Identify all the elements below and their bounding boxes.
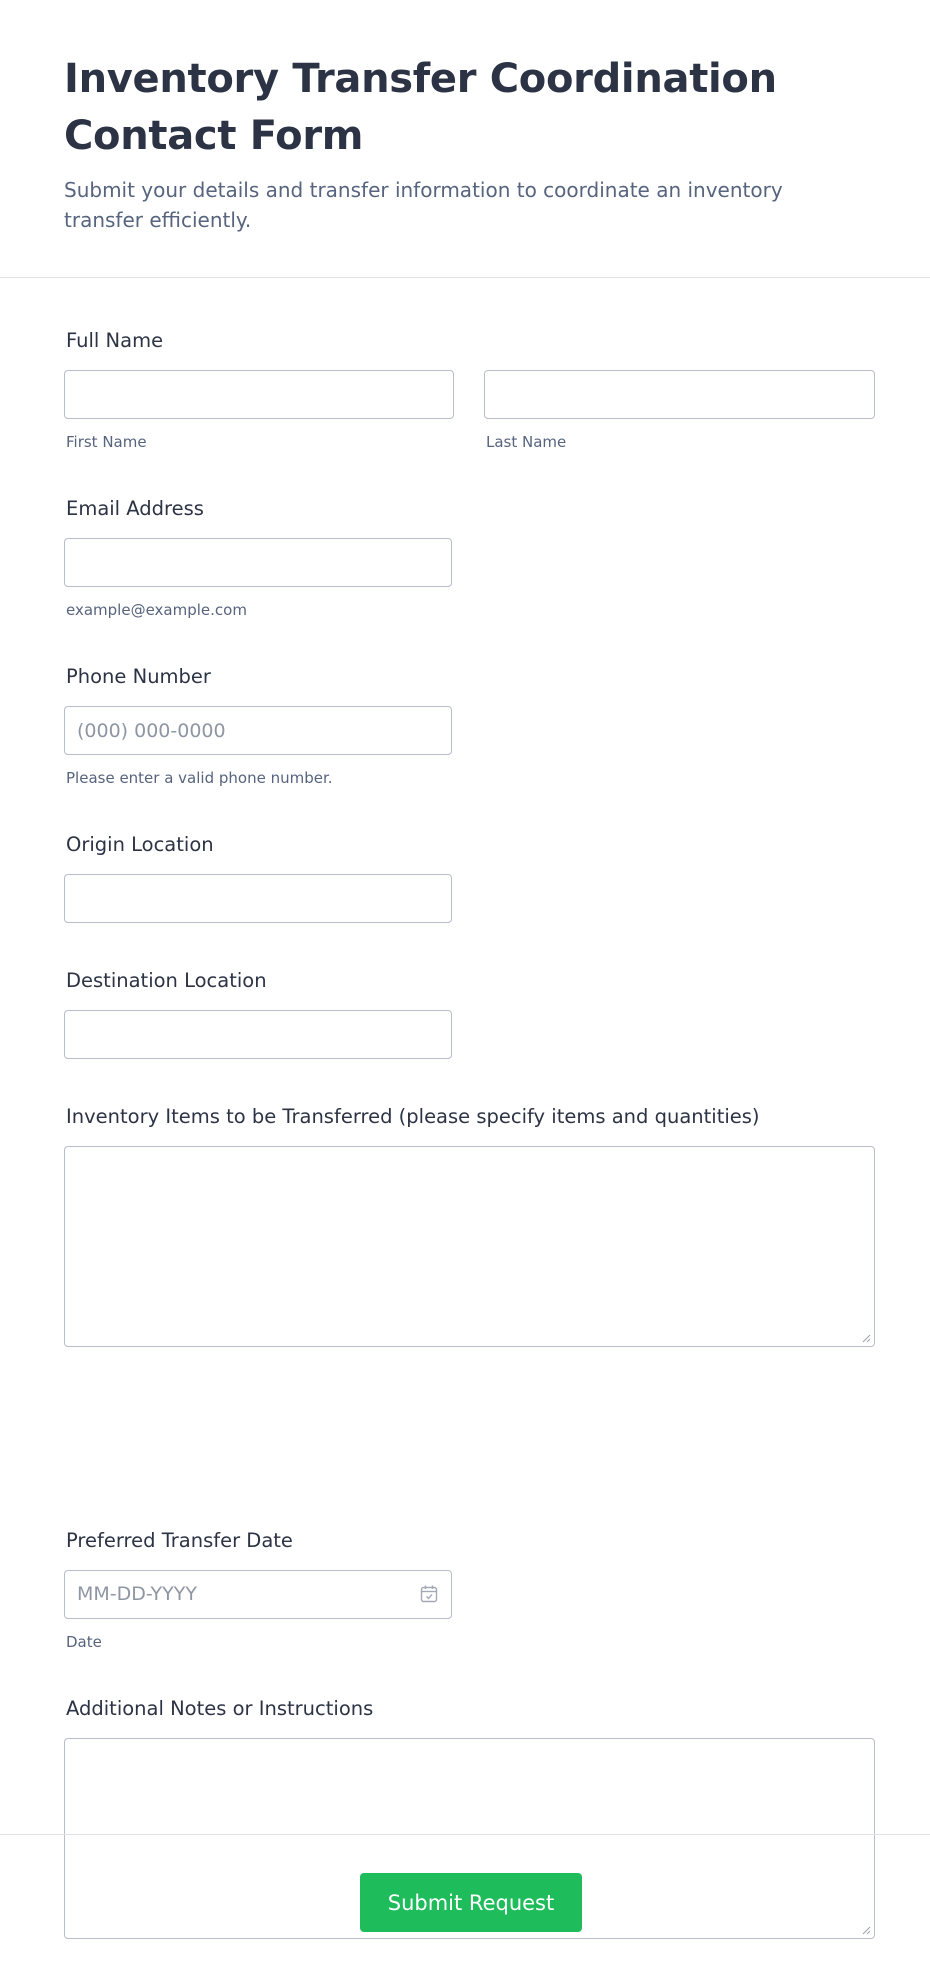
notes-label: Additional Notes or Instructions [66,1697,374,1720]
form-footer [0,1834,930,1981]
form-subtitle: Submit your details and transfer information to coordinate an inventory transfer efficiently. [64,178,783,232]
origin-input[interactable] [64,874,452,923]
submit-button[interactable]: Submit Request [360,1873,582,1932]
date-sublabel: Date [66,1633,102,1651]
last-name-group [484,370,875,452]
items-label: Inventory Items to be Transferred (please specify items and quantities) [66,1105,760,1128]
date-placeholder: MM-DD-YYYY [77,1583,197,1605]
destination-field [64,968,452,1059]
resize-grip-icon[interactable] [862,1334,871,1343]
destination-label: Destination Location [66,969,267,992]
email-sublabel: example@example.com [66,601,247,619]
full-name-field [64,328,163,354]
email-input[interactable] [64,538,452,587]
items-textarea[interactable] [64,1146,875,1347]
full-name-label: Full Name [66,329,164,352]
form-header [0,0,930,278]
destination-input[interactable] [64,1010,452,1059]
first-name-group [64,370,454,452]
first-name-input[interactable] [64,370,454,419]
date-label: Preferred Transfer Date [66,1529,293,1552]
items-field [64,1104,875,1347]
phone-input[interactable] [64,706,452,755]
origin-label: Origin Location [66,833,214,856]
origin-field [64,832,452,923]
phone-field [64,664,452,788]
email-label: Email Address [66,497,204,520]
form-title: Inventory Transfer Coordination Contact Form [64,56,777,159]
first-name-sublabel: First Name [66,433,147,451]
date-field [64,1528,452,1652]
form-body [0,278,930,1834]
phone-label: Phone Number [66,665,211,688]
last-name-sublabel: Last Name [486,433,567,451]
phone-sublabel: Please enter a valid phone number. [66,769,333,787]
last-name-input[interactable] [484,370,875,419]
calendar-icon[interactable] [419,1584,439,1604]
date-input[interactable] [64,1570,452,1619]
email-field [64,496,452,620]
